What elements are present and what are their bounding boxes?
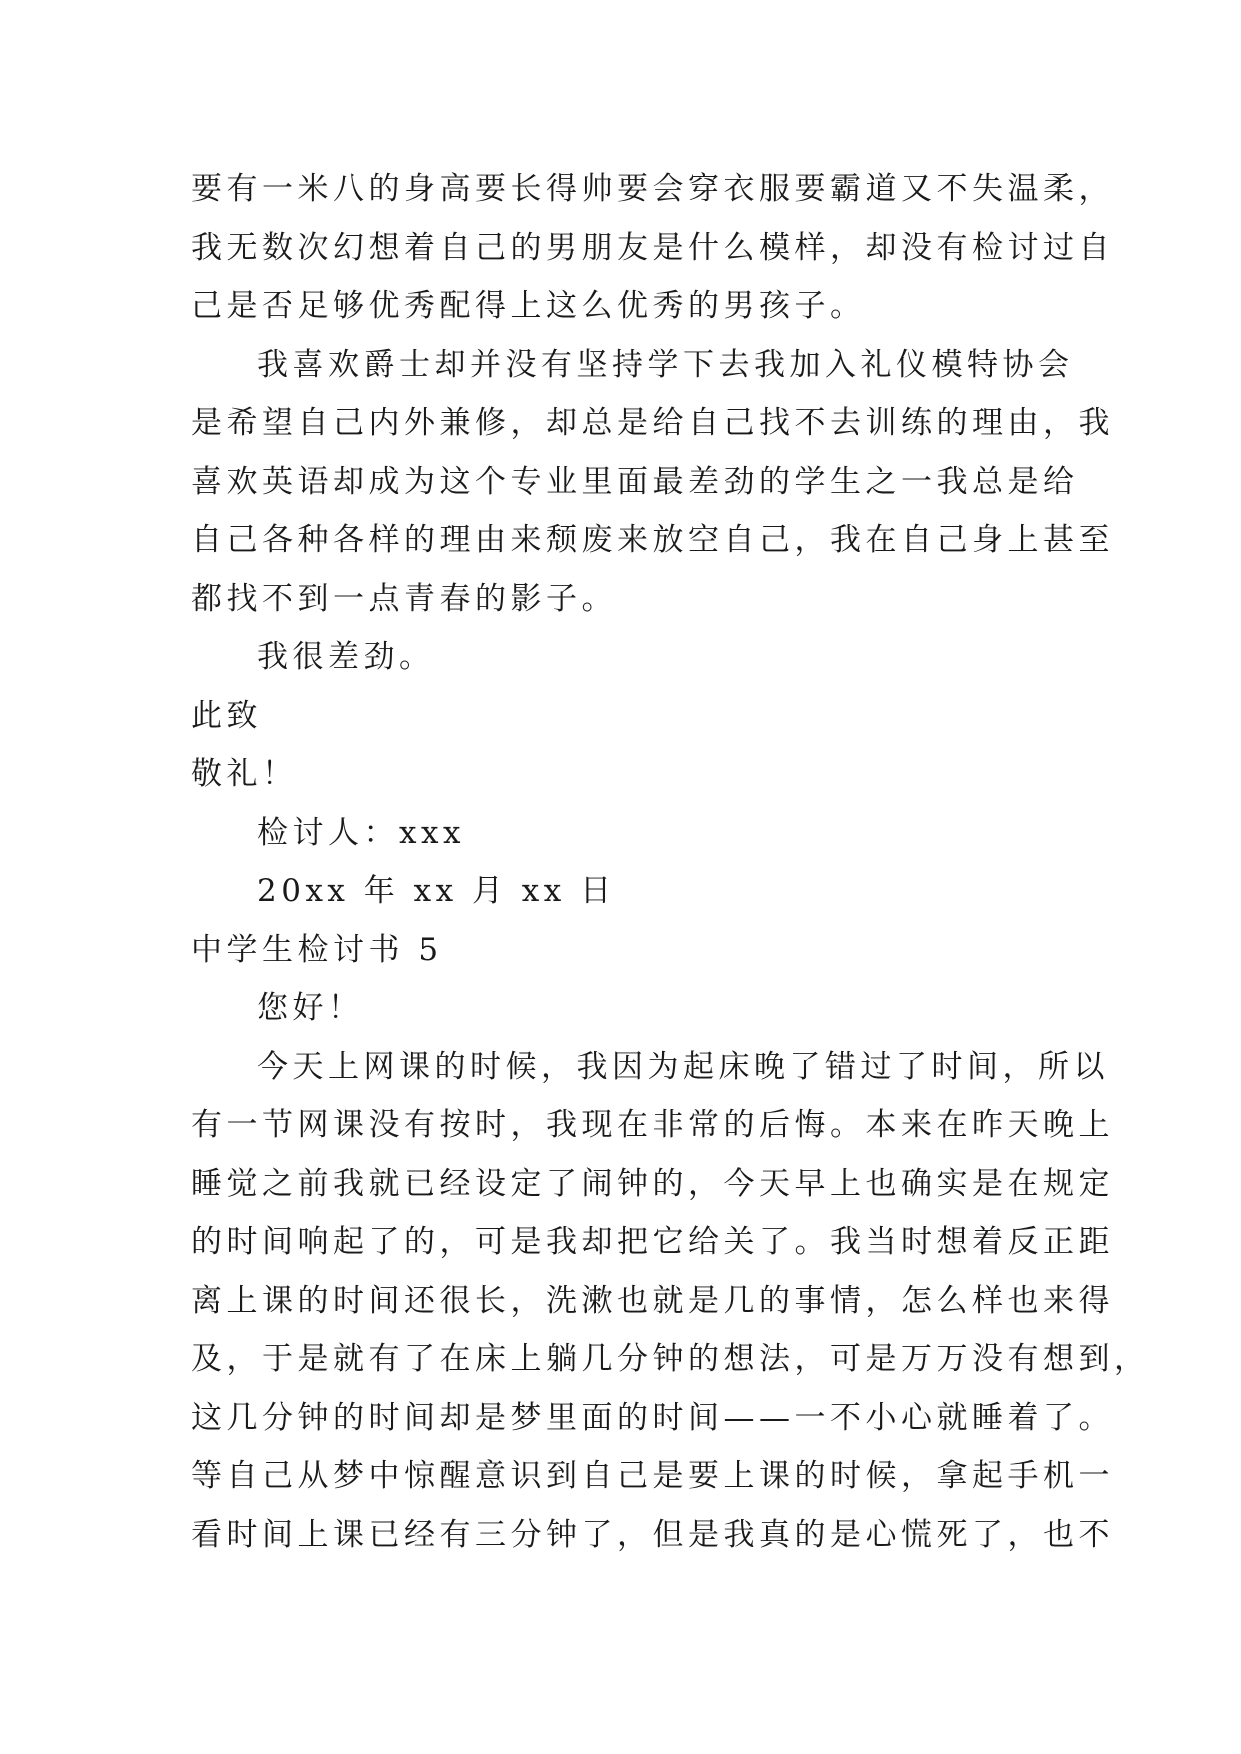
greeting-line: 您好！ xyxy=(257,990,364,1026)
paragraph-line: 我很差劲。 xyxy=(257,639,435,675)
text-line: 己是否足够优秀配得上这么优秀的男孩子。 xyxy=(191,288,866,324)
section-heading: 中学生检讨书 5 xyxy=(191,931,443,968)
paragraph-start-line: 我喜欢爵士却并没有坚持学下去我加入礼仪模特协会 xyxy=(257,346,1074,383)
text-line: 的时间响起了的，可是我却把它给关了。我当时想着反正距 xyxy=(191,1224,1114,1260)
text-line: 自己各种各样的理由来颓废来放空自己，我在自己身上甚至 xyxy=(191,522,1114,558)
text-line: 这几分钟的时间却是梦里面的时间——一不小心就睡着了。 xyxy=(191,1399,1114,1436)
text-line: 要有一米八的身高要长得帅要会穿衣服要霸道又不失温柔， xyxy=(191,171,1114,207)
date-line: 20xx 年 xx 月 xx 日 xyxy=(257,873,616,909)
paragraph-start-line: 今天上网课的时候，我因为起床晚了错过了时间，所以 xyxy=(257,1048,1109,1085)
document-page xyxy=(191,160,1150,1564)
salutation-line: 敬礼！ xyxy=(191,756,298,792)
text-line: 有一节网课没有按时，我现在非常的后悔。本来在昨天晚上 xyxy=(191,1107,1114,1143)
text-line: 睡觉之前我就已经设定了闹钟的，今天早上也确实是在规定 xyxy=(191,1165,1114,1202)
text-line: 及，于是就有了在床上躺几分钟的想法，可是万万没有想到， xyxy=(191,1341,1150,1377)
closing-line: 此致 xyxy=(191,697,262,734)
text-line: 是希望自己内外兼修，却总是给自己找不去训练的理由，我 xyxy=(191,405,1114,441)
text-line: 都找不到一点青春的影子。 xyxy=(191,580,617,617)
text-line: 我无数次幻想着自己的男朋友是什么模样，却没有检讨过自 xyxy=(191,229,1114,266)
text-line: 等自己从梦中惊醒意识到自己是要上课的时候，拿起手机一 xyxy=(191,1458,1114,1494)
text-line: 离上课的时间还很长，洗漱也就是几的事情，怎么样也来得 xyxy=(191,1282,1114,1319)
text-line: 看时间上课已经有三分钟了，但是我真的是心慌死了，也不 xyxy=(191,1516,1114,1553)
text-line: 喜欢英语却成为这个专业里面最差劲的学生之一我总是给 xyxy=(191,463,1079,500)
signature-line: 检讨人：xxx xyxy=(257,814,465,851)
